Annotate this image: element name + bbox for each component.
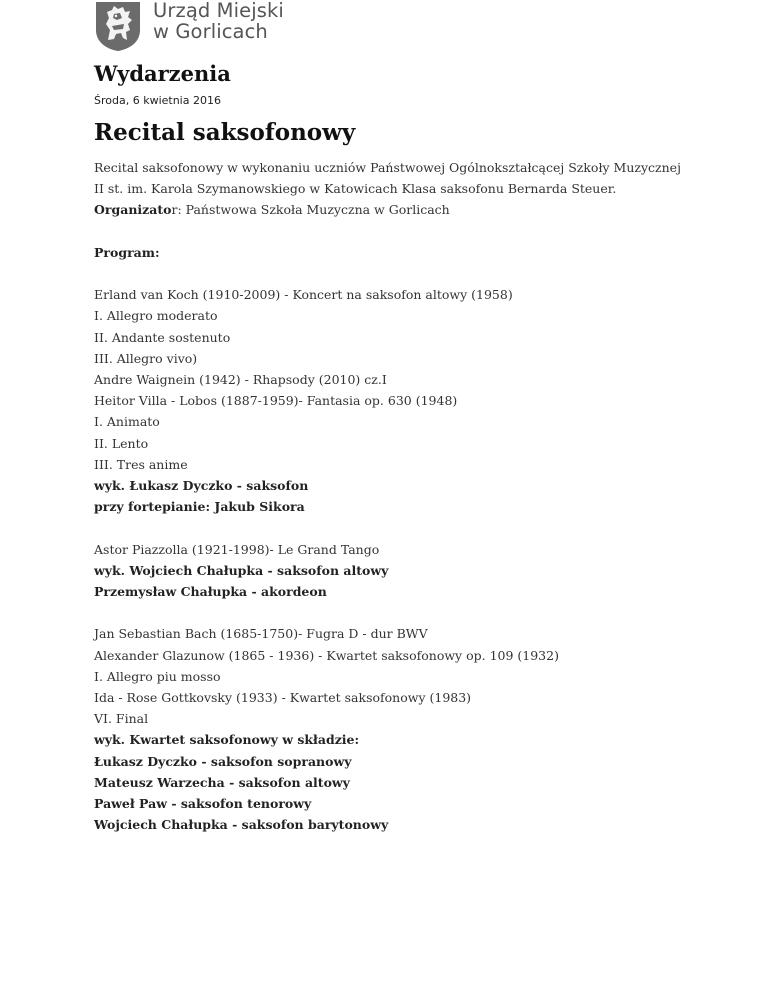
description-line: Recital saksofonowy w wykonaniu uczniów Państwowej Ogólnokształcącej Szkoły Muzycznej [94, 160, 681, 175]
program-line: VI. Final [94, 711, 149, 727]
article [94, 58, 714, 835]
program-line: II. Andante sostenuto [94, 329, 231, 345]
performer-line: wyk. Łukasz Dyczko - saksofon [94, 478, 309, 494]
event-title: Recital saksofonowy [94, 119, 356, 146]
performer-line: przy fortepianie: Jakub Sikora [94, 499, 305, 515]
program-line: Jan Sebastian Bach (1685-1750)- Fugra D - dur BWV [94, 626, 428, 642]
spacer [94, 517, 714, 538]
program-line: I. Animato [94, 414, 160, 430]
performer-line: wyk. Wojciech Chałupka - saksofon altowy [94, 562, 389, 578]
logo-line-1: Urząd Miejski [153, 0, 284, 22]
site-logo-text[interactable] [153, 0, 284, 42]
program-line: Ida - Rose Gottkovsky (1933) - Kwartet saksofonowy (1983) [94, 690, 472, 706]
performer-line: Paweł Paw - saksofon tenorowy [94, 796, 312, 812]
spacer [94, 221, 714, 242]
section-title: Wydarzenia [94, 61, 231, 86]
spacer [94, 263, 714, 284]
organizer-line [94, 199, 714, 220]
performer-line: Łukasz Dyczko - saksofon sopranowy [94, 753, 352, 769]
performer-line: wyk. Kwartet saksofonowy w składzie: [94, 732, 360, 748]
performer-line: Przemysław Chałupka - akordeon [94, 584, 327, 600]
program-line: III. Allegro vivo) [94, 350, 198, 366]
program-block-3 [94, 623, 714, 835]
program-block-1 [94, 284, 714, 517]
site-header [94, 0, 284, 54]
heraldic-lion-crest-icon[interactable] [94, 0, 142, 52]
program-line: Alexander Glazunow (1865 - 1936) - Kwartet saksofonowy op. 109 (1932) [94, 647, 559, 663]
program-block-2 [94, 539, 714, 603]
program-line: Andre Waignein (1942) - Rhapsody (2010) cz.I [94, 372, 387, 387]
program-line: III. Tres anime [94, 456, 188, 472]
spacer [94, 602, 714, 623]
program-line: I. Allegro piu mosso [94, 668, 221, 684]
organizer-value: r: Państwowa Szkoła Muzyczna w Gorlicach [171, 202, 450, 218]
organizer-label: Organizato [94, 202, 172, 218]
program-line: I. Allegro moderato [94, 308, 218, 324]
performer-line: Wojciech Chałupka - saksofon barytonowy [94, 817, 389, 833]
program-line: Astor Piazzolla (1921-1998)- Le Grand Tango [94, 541, 380, 557]
program-label: Program: [94, 244, 160, 260]
program-line: Erland van Koch (1910-2009) - Koncert na saksofon altowy (1958) [94, 287, 513, 303]
logo-line-2: w Gorlicach [153, 20, 268, 43]
program-line: II. Lento [94, 435, 149, 451]
program-line: Heitor Villa - Lobos (1887-1959)- Fantasia op. 630 (1948) [94, 393, 458, 409]
performer-line: Mateusz Warzecha - saksofon altowy [94, 774, 350, 790]
event-date: Środa, 6 kwietnia 2016 [94, 94, 221, 107]
description-line: II st. im. Karola Szymanowskiego w Katowicach Klasa saksofonu Bernarda Steuer. [94, 181, 617, 197]
event-description [94, 157, 714, 835]
